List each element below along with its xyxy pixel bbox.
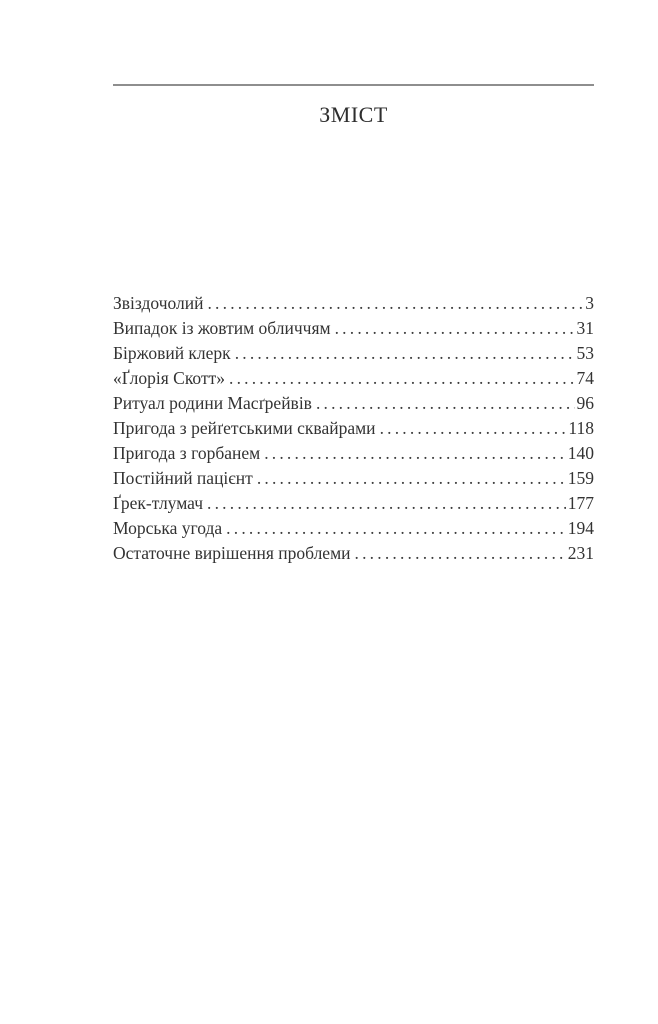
toc-entry-title: Випадок із жовтим обличчям [113,318,331,338]
toc-entry-title: «Ґлорія Скотт» [113,368,225,388]
toc-entry-page: 3 [585,293,594,313]
toc-entry-title: Ґрек-тлумач [113,493,204,513]
toc-entry-page: 231 [567,543,594,563]
toc-entry-page: 53 [576,343,594,363]
toc-dot-leader [380,416,567,441]
toc-entry[interactable] [113,441,594,466]
table-of-contents [113,291,594,566]
toc-entry-page: 159 [567,468,594,488]
header-rule [113,84,594,86]
toc-dot-leader [335,316,575,341]
toc-entry[interactable] [113,291,594,316]
toc-entry[interactable] [113,416,594,441]
toc-dot-leader [316,391,575,416]
toc-entry-page: 194 [567,518,594,538]
toc-entry[interactable] [113,391,594,416]
toc-dot-leader [207,491,566,516]
toc-dot-leader [355,541,566,566]
toc-entry-title: Остаточне вирішення проблеми [113,543,351,563]
toc-entry-title: Пригода з горбанем [113,443,261,463]
toc-entry-title: Пригода з рейґетськими сквайрами [113,418,376,438]
toc-entry-title: Ритуал родини Масґрейвів [113,393,312,413]
toc-entry[interactable] [113,366,594,391]
toc-entry-title: Біржовий клерк [113,343,231,363]
toc-entry-title: Морська угода [113,518,223,538]
toc-dot-leader [207,291,583,316]
toc-entry-page: 140 [567,443,594,463]
toc-entry-page: 177 [567,493,594,513]
toc-entry-page: 31 [576,318,594,338]
toc-entry[interactable] [113,466,594,491]
toc-dot-leader [235,341,575,366]
toc-entry-page: 74 [576,368,594,388]
toc-dot-leader [257,466,566,491]
toc-dot-leader [264,441,566,466]
toc-entry-title: Постійний пацієнт [113,468,253,488]
toc-dot-leader [226,516,566,541]
toc-entry-page: 118 [568,418,594,438]
toc-entry[interactable] [113,316,594,341]
toc-entry[interactable] [113,516,594,541]
toc-entry[interactable] [113,541,594,566]
toc-entry-page: 96 [576,393,594,413]
toc-entry[interactable] [113,491,594,516]
toc-entry[interactable] [113,341,594,366]
toc-entry-title: Звіздочолий [113,293,204,313]
page-title: ЗМІСТ [319,102,388,127]
toc-dot-leader [229,366,575,391]
